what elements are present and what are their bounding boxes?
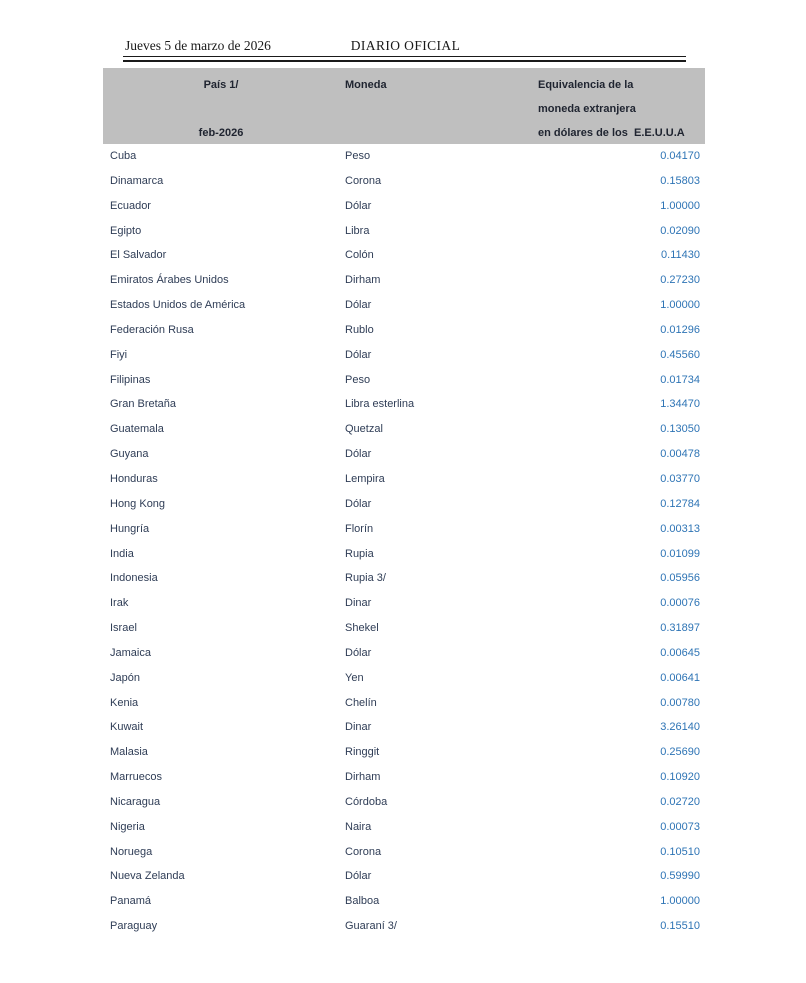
currency-cell: Dólar [345,497,372,510]
currency-cell: Lempira [345,472,385,485]
value-cell: 1.34470 [660,398,700,411]
table-row [103,542,705,567]
table-row [103,740,705,765]
currency-cell: Córdoba [345,795,388,808]
table-row [103,790,705,815]
table-row [103,442,705,467]
country-cell: Israel [110,622,137,635]
currency-cell: Ringgit [345,746,380,759]
publication-title: DIARIO OFICIAL [350,38,461,53]
header-period: feb-2026 [198,127,244,139]
value-cell: 0.03770 [660,472,700,485]
value-cell: 0.31897 [660,622,700,635]
table-header [103,68,705,144]
country-cell: Kuwait [110,721,144,734]
value-cell: 0.25690 [660,746,700,759]
value-cell: 1.00000 [660,299,700,312]
currency-cell: Shekel [345,622,379,635]
currency-cell: Peso [345,373,371,386]
value-cell: 0.15510 [660,920,700,933]
country-cell: Kenia [110,696,139,709]
table-row [103,591,705,616]
table-row [103,343,705,368]
table-body [103,144,705,939]
currency-cell: Dólar [345,348,372,361]
table-row [103,889,705,914]
currency-cell: Florín [345,522,374,535]
value-cell: 0.10920 [660,771,700,784]
country-cell: Honduras [110,472,158,485]
table-row [103,566,705,591]
currency-cell: Dinar [345,721,372,734]
table-row [103,666,705,691]
currency-cell: Dólar [345,199,372,212]
value-cell: 0.00073 [660,820,700,833]
currency-cell: Dólar [345,299,372,312]
table-row [103,219,705,244]
masthead-rule-thick [123,60,686,62]
value-cell: 0.02090 [660,224,700,237]
country-cell: Nigeria [110,820,145,833]
table-row [103,864,705,889]
header-country: País 1/ [203,79,239,91]
country-cell: Gran Bretaña [110,398,177,411]
currency-cell: Libra esterlina [345,398,415,411]
table-row [103,368,705,393]
value-cell: 1.00000 [660,895,700,908]
value-cell: 0.45560 [660,348,700,361]
value-cell: 0.00478 [660,448,700,461]
country-cell: Ecuador [110,199,151,212]
country-cell: India [110,547,134,560]
country-cell: Noruega [110,845,153,858]
country-cell: Panamá [110,895,151,908]
country-cell: Filipinas [110,373,151,386]
country-cell: Jamaica [110,646,151,659]
value-cell: 0.00780 [660,696,700,709]
country-cell: Nicaragua [110,795,161,808]
country-cell: Irak [110,597,129,610]
value-cell: 3.26140 [660,721,700,734]
country-cell: Guyana [110,448,149,461]
value-cell: 0.02720 [660,795,700,808]
currency-cell: Dirham [345,274,381,287]
header-value-line1: Equivalencia de la [538,79,634,91]
table-row [103,318,705,343]
table-row [103,765,705,790]
value-cell: 0.00645 [660,646,700,659]
table-row [103,641,705,666]
value-cell: 0.05956 [660,572,700,585]
country-cell: Malasia [110,746,148,759]
value-cell: 0.01734 [660,373,700,386]
currency-cell: Peso [345,150,371,162]
value-cell: 0.13050 [660,423,700,436]
masthead-rule-thin [123,56,686,57]
country-cell: Cuba [110,150,137,162]
country-cell: Egipto [110,224,142,237]
value-cell: 0.12784 [660,497,700,510]
table-row [103,293,705,318]
table-row [103,392,705,417]
country-cell: Guatemala [110,423,164,436]
value-cell: 0.10510 [660,845,700,858]
value-cell: 0.27230 [660,274,700,287]
country-cell: Nueva Zelanda [110,870,185,883]
country-cell: Dinamarca [110,174,164,187]
value-cell: 0.00076 [660,597,700,610]
value-cell: 0.15803 [660,174,700,187]
country-cell: Indonesia [110,572,158,585]
currency-cell: Dólar [345,646,372,659]
table-row [103,243,705,268]
currency-cell: Dólar [345,870,372,883]
currency-cell: Corona [345,174,382,187]
country-cell: Federación Rusa [110,323,194,336]
currency-cell: Yen [345,671,364,684]
value-cell: 0.01296 [660,323,700,336]
value-cell: 0.01099 [660,547,700,560]
table-row [103,914,705,939]
currency-cell: Colón [345,249,374,262]
table-row [103,169,705,194]
currency-cell: Rupia 3/ [345,572,386,585]
header-value-line3: en dólares de los E.E.U.U.A [538,127,685,139]
currency-cell: Libra [345,224,370,237]
table-row [103,517,705,542]
table-row [103,840,705,865]
currency-cell: Naira [345,820,372,833]
table-row [103,194,705,219]
value-cell: 0.00313 [660,522,700,535]
currency-cell: Corona [345,845,382,858]
currency-cell: Dirham [345,771,381,784]
country-cell: El Salvador [110,249,167,262]
table-row [103,144,705,169]
masthead-date: Jueves 5 de marzo de 2026 [125,38,271,53]
currency-cell: Dinar [345,597,372,610]
country-cell: Estados Unidos de América [110,299,246,312]
currency-cell: Rublo [345,323,374,336]
value-cell: 0.59990 [660,870,700,883]
country-cell: Marruecos [110,771,162,784]
table-row [103,492,705,517]
country-cell: Hungría [110,522,150,535]
currency-cell: Chelín [345,696,377,709]
table-row [103,815,705,840]
country-cell: Fiyi [110,348,128,361]
currency-cell: Guaraní 3/ [345,920,397,933]
table-row [103,268,705,293]
country-cell: Hong Kong [110,497,166,510]
table-row [103,467,705,492]
currency-cell: Balboa [345,895,380,908]
header-currency: Moneda [345,79,387,91]
value-cell: 0.04170 [660,150,700,162]
country-cell: Paraguay [110,920,158,933]
value-cell: 0.11430 [661,249,700,262]
masthead [125,38,686,54]
currency-cell: Rupia [345,547,374,560]
value-cell: 0.00641 [660,671,700,684]
table-row [103,715,705,740]
table-row [103,691,705,716]
currency-cell: Dólar [345,448,372,461]
table-row [103,417,705,442]
value-cell: 1.00000 [660,199,700,212]
table-row [103,616,705,641]
country-cell: Japón [110,671,140,684]
currency-cell: Quetzal [345,423,383,436]
header-value-line2: moneda extranjera [538,103,636,115]
country-cell: Emiratos Árabes Unidos [110,274,229,287]
